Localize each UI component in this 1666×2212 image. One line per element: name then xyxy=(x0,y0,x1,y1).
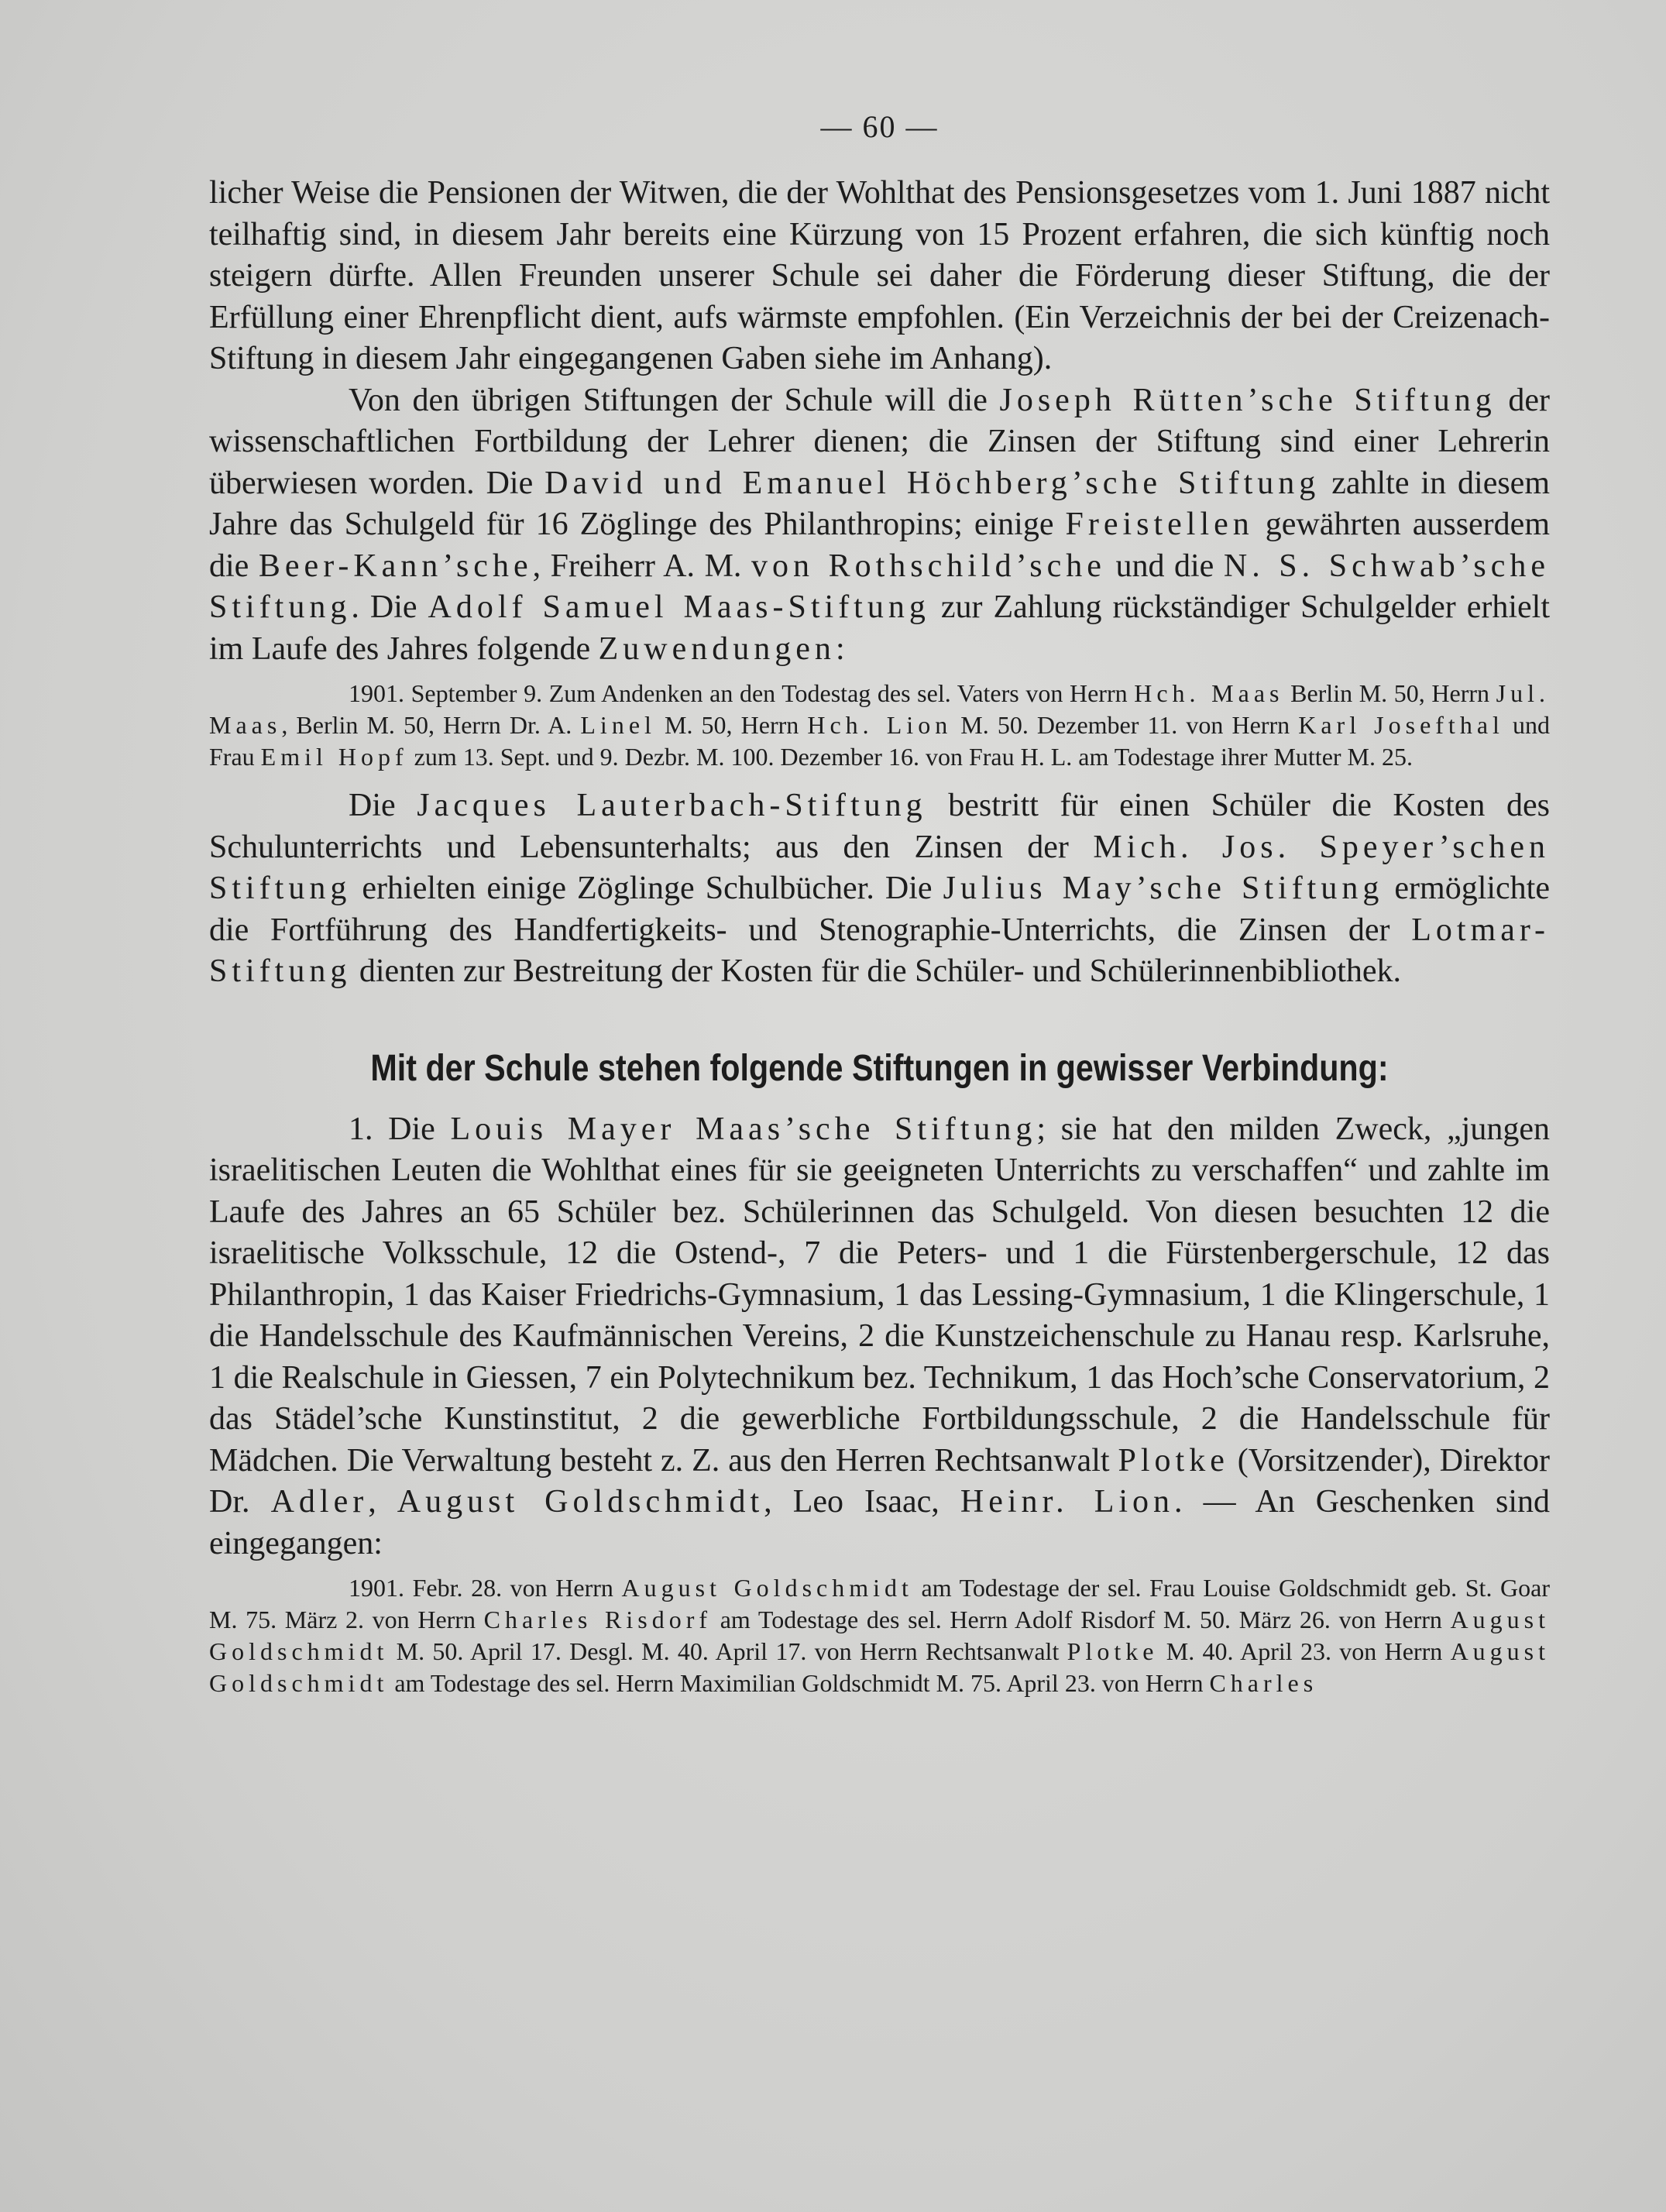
section-heading: Mit der Schule stehen folgende Stiftungen in gewisser Verbindung: xyxy=(370,1047,1389,1089)
page-number: — 60 — xyxy=(820,109,939,144)
paragraph-pension: licher Weise die Pensionen der Witwen, die der Wohlthat des Pensionsgesetzes vom 1. Juni 1887 nicht teilhaftig sind, in diesem Jahr bereits eine Kürzung von 15 Prozent erfahren, die sich künftig noch steigern dürfte. Allen Freunden unserer Schule sei daher die Förderung dieser Stiftung, die der Erfüllung einer Ehrenpflicht dient, aufs wärmste empfohlen. (Ein Verzeichnis der bei der Creizenach-Stiftung in diesem Jahr eingegangenen Gaben siehe im Anhang). xyxy=(209,175,1550,376)
paragraph-lauterbach: Die Jacques Lauterbach-Stiftung bestritt für einen Schüler die Kosten des Schulunterrichts und Lebensunterhalts; aus den Zinsen der Mich. Jos. Speyer’schen Stiftung erhielten einige Zöglinge Schulbücher. Die Julius May’sche Stiftung ermöglichte die Fortführung des Handfertigkeits- und Stenographie-Unterrichts, die Zinsen der Lotmar-Stiftung dienten zur Bestreitung der Kosten für die Schüler- und Schülerinnenbibliothek. xyxy=(209,788,1551,989)
donation-list-maas: 1901. September 9. Zum Andenken an den Todestag des sel. Vaters von Herrn Hch. Maas Berlin M. 50, Herrn Jul. Maas, Berlin M. 50, Herrn Dr. A. Linel M. 50, Herrn Hch. Lion M. 50. Dezember 11. von Herrn Karl Josefthal und Frau Emil Hopf zum 13. Sept. und 9. Dezbr. M. 100. Dezember 16. von Frau H. L. am Todestage ihrer Mutter M. 25. xyxy=(209,679,1551,771)
donation-list-goldschmidt: 1901. Febr. 28. von Herrn August Goldschmidt am Todestage der sel. Frau Louise Goldschmidt geb. St. Goar M. 75. März 2. von Herrn Charles Risdorf am Todestage des sel. Herrn Adolf Risdorf M. 50. März 26. von Herrn August Goldschmidt M. 50. April 17. Desgl. M. 40. April 17. von Herrn Rechtsanwalt Plotke M. 40. April 23. von Herrn August Goldschmidt am Todestage des sel. Herrn Maximilian Goldschmidt M. 75. April 23. von Herrn Charles xyxy=(209,1574,1551,1697)
paragraph-louis-mayer-maas: 1. Die Louis Mayer Maas’sche Stiftung; sie hat den milden Zweck, „jungen israelitischen Leuten die Wohlthat eines für sie geeigneten Unterrichts zu verschaffen“ und zahlte im Laufe des Jahres an 65 Schüler bez. Schülerinnen das Schulgeld. Von diesen besuchten 12 die israelitische Volksschule, 12 die Ostend-, 7 die Peters- und 1 die Fürstenbergerschule, 12 das Philanthropin, 1 das Kaiser Friedrichs-Gymnasium, 1 das Lessing-Gymnasium, 1 die Klingerschule, 1 die Handelsschule des Kaufmännischen Vereins, 2 die Kunstzeichenschule zu Hanau resp. Karlsruhe, 1 die Realschule in Giessen, 7 ein Polytechnikum bez. Technikum, 1 das Hoch’sche Conservatorium, 2 das Städel’sche Kunstinstitut, 2 die gewerbliche Fortbildungsschule, 2 die Handelsschule für Mädchen. Die Verwaltung besteht z. Z. aus den Herren Rechtsanwalt Plotke (Vorsitzender), Direktor Dr. Adler, August Goldschmidt, Leo Isaac, Heinr. Lion. — An Geschenken sind eingegangen: xyxy=(209,1111,1551,1561)
paragraph-stiftungen: Von den übrigen Stiftungen der Schule will die Joseph Rütten’sche Stiftung der wissenschaftlichen Fortbildung der Lehrer dienen; die Zinsen der Stiftung sind einer Lehrerin überwiesen worden. Die David und Emanuel Höchberg’sche Stiftung zahlte in diesem Jahre das Schulgeld für 16 Zöglinge des Philanthropins; einige Freistellen gewährten ausserdem die Beer-Kann’sche, Freiherr A. M. von Rothschild’sche und die N. S. Schwab’sche Stiftung. Die Adolf Samuel Maas-Stiftung zur Zahlung rückständiger Schulgelder erhielt im Laufe des Jahres folgende Zuwendungen: xyxy=(209,382,1550,667)
